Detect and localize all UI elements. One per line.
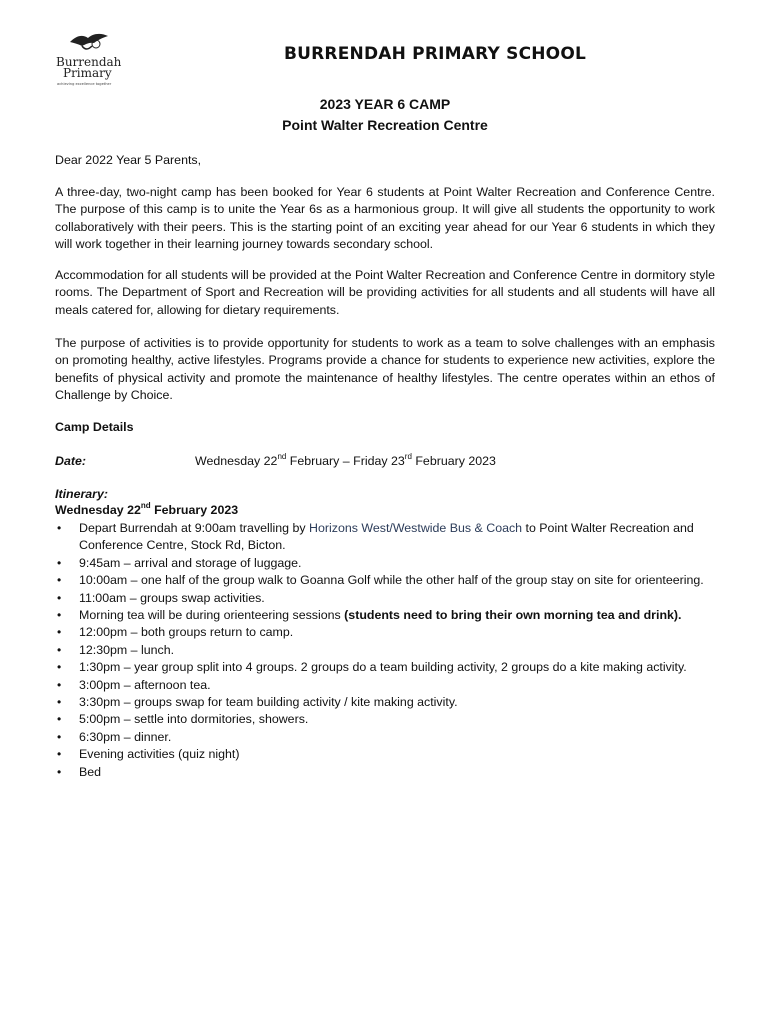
- venue-title: Point Walter Recreation Centre: [282, 117, 488, 133]
- date-row: [55, 453, 715, 470]
- list-item: • 3:00pm – afternoon tea.: [55, 677, 720, 694]
- list-item: • Morning tea will be during orienteering sessions (students need to bring their own morning tea and drink).: [55, 607, 720, 624]
- date-value: Wednesday 22nd February – Friday 23rd February 2023: [195, 451, 496, 468]
- camp-details-heading: Camp Details: [55, 420, 134, 434]
- paragraph-accommodation: Accommodation for all students will be provided at the Point Walter Recreation and Conference Centre in dormitory style rooms. The Department of Sport and Recreation will be providing activities for all students and all students will have all meals catered for, allowing for dietary requirements.: [55, 268, 715, 317]
- list-item: • 5:00pm – settle into dormitories, showers.: [55, 711, 720, 728]
- list-item: • 6:30pm – dinner.: [55, 729, 720, 746]
- list-item: • 11:00am – groups swap activities.: [55, 590, 720, 607]
- list-item: • 1:30pm – year group split into 4 groups. 2 groups do a team building activity, 2 groups do a kite making activity.: [55, 659, 720, 676]
- list-item: • Evening activities (quiz night): [55, 746, 720, 763]
- camp-title: 2023 YEAR 6 CAMP: [319, 96, 451, 112]
- school-name: BURRENDAH PRIMARY SCHOOL: [283, 44, 587, 64]
- list-item: • 12:30pm – lunch.: [55, 642, 720, 659]
- bus-company-link[interactable]: Horizons West/Westwide Bus & Coach: [309, 521, 523, 535]
- date-label: Date:: [55, 454, 86, 468]
- svg-text:Primary: Primary: [63, 66, 112, 80]
- salutation: Dear 2022 Year 5 Parents,: [55, 153, 202, 167]
- list-item: • 12:00pm – both groups return to camp.: [55, 624, 720, 641]
- list-item: • Bed: [55, 764, 720, 781]
- list-item: • 9:45am – arrival and storage of luggage.: [55, 555, 720, 572]
- paragraph-activities: The purpose of activities is to provide opportunity for students to work as a team to solve challenges with an emphasis on promoting healthy, active lifestyles. Programs provide a chance for students to experience new activities, explore the benefits of physical activity and promote the maintenance of healthy lifestyles. The centre operates within an ethos of Challenge by Choice.: [55, 336, 715, 403]
- paragraph-intro: A three-day, two-night camp has been booked for Year 6 students at Point Walter Recreation and Conference Centre. The purpose of this camp is to unite the Year 6s as a harmonious group. It will give all students the opportunity to work collaboratively with their peers. This is the starting point of an exciting year ahead for our Year 6 students in which they will work together in their learning journey towards secondary school.: [55, 185, 715, 252]
- svg-text:Burrendah: Burrendah: [56, 55, 122, 69]
- day-heading: Wednesday 22nd February 2023: [55, 500, 239, 517]
- svg-text:achieving excellence together: achieving excellence together: [57, 82, 112, 86]
- itinerary-label: Itinerary:: [55, 487, 109, 501]
- itinerary-list: [55, 520, 720, 781]
- list-item: • Depart Burrendah at 9:00am travelling by Horizons West/Westwide Bus & Coach to Point Walter Recreation and Conference Centre, Stock Rd, Bicton.: [55, 520, 720, 555]
- list-item: • 3:30pm – groups swap for team building activity / kite making activity.: [55, 694, 720, 711]
- list-item: • 10:00am – one half of the group walk to Goanna Golf while the other half of the group stay on site for orienteering.: [55, 572, 720, 589]
